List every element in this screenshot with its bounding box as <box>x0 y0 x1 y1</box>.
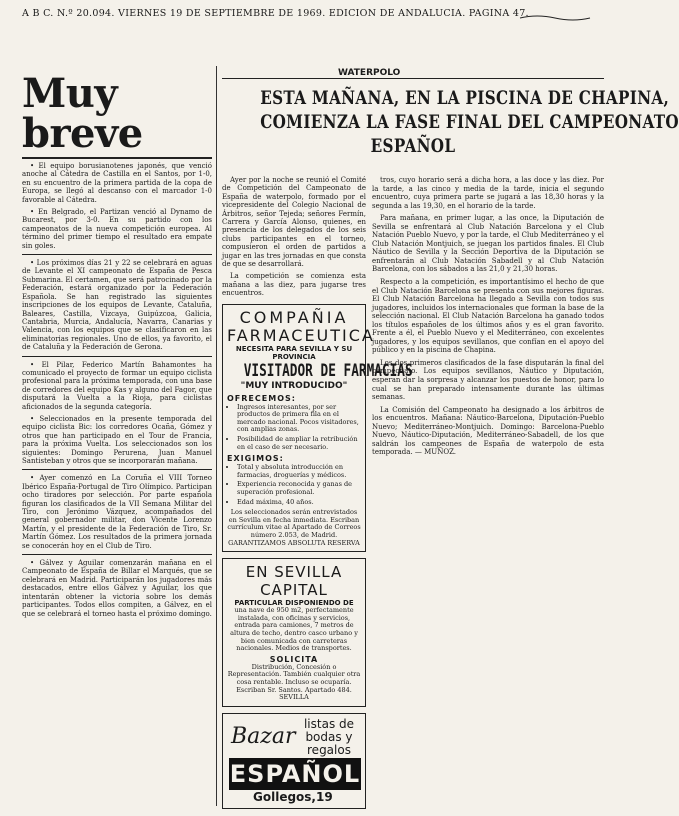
bazar-ad <box>222 713 366 809</box>
article-paragraph: Para mañana, en primer lugar, a las once, la Diputación de Sevilla se enfrentará al Club Natación Barcelona y el Club Natación Pueblo Nuevo, y por la tarde, el Club Mediterráneo y el Club Natación Montjuich, se juegan los partidos finales. El Club Náutico de Sevilla y la Sección Deportiva de la Diputación se enfrentarán al Club Natación Sabadell y al Club Natación Barcelona, con los sábados a las 21,0 y 21,30 horas. <box>372 214 604 274</box>
title-rule <box>22 157 212 159</box>
article-paragraph: Respecto a la competición, es importantísimo el hecho de que el Club Natación Barcelona se presenta con sus mejores figuras. El Club Natación Barcelona ha llegado a Sevilla con todos sus jugadores, incluidos los internacionales que forman la base de la selección nacional. El Club Natación Barcelona ha ganado todos los títulos españoles de los últimos años y es el gran favorito. Frente a él, el Pueblo Nuevo y el Mediterráneo, con excelentes jugadores, y los equipos sevillanos, que confían en el apoyo del público y en la piscina de Chapina. <box>372 278 604 355</box>
middle-column <box>222 176 413 809</box>
pharma-ad <box>222 304 413 553</box>
ad-body: una nave de 950 m2, perfectamente instalada, con oficinas y servicios, entrada para camiones, 7 metros de altura de techo, dentro casco urbano y bien comunicada con carreteras nacionales. Medios de transportes. <box>230 606 358 653</box>
column-title: Muy breve <box>22 70 143 157</box>
headline-line: ESPAÑOL <box>370 135 456 157</box>
requirement-label: EXIGIMOS: <box>227 454 284 464</box>
column-rule <box>216 66 217 806</box>
bazar-listas: listas de bodas y regalos <box>303 716 355 757</box>
requirement-item: • Total y absoluta introducción en farmacias, droguerías y médicos. <box>237 464 361 479</box>
right-column <box>372 176 604 461</box>
ad-title: FARMACEUTICA <box>227 325 375 345</box>
ad-solicita: SOLICITA <box>269 654 319 664</box>
ad-body: Distribución, Concesión o Representación. También cualquier otra cosa rentable. Incluso se ocuparía. Escriban Sr. Santos. Apartado 484. SEVILLA <box>227 662 361 702</box>
ad-subtitle: PARTICULAR DISPONIENDO DE <box>234 599 354 608</box>
article-paragraph: La Comisión del Campeonato ha designado a los árbitros de los encuentros. Mañana: Náutico-Barcelona, Diputación-Pueblo Nuevo; Mediterráneo-Montjuich. Domingo: Barcelona-Pueblo Nuevo, Náutico-Diputación, Mediterráneo-Sabadell, de los que saldrán los campeones de España de waterpolo de esta temporada. — MUÑOZ. <box>372 405 604 457</box>
section-rule <box>222 78 604 79</box>
bazar-address: Gollegos,19 <box>253 789 333 804</box>
requirement-item: • Edad máxima, 40 años. <box>237 499 361 507</box>
bazar-wordmark: Bazar <box>231 723 296 749</box>
requirement-item: • Experiencia reconocida y ganas de superación profesional. <box>237 481 361 496</box>
article-paragraph: Ayer por la noche se reunió el Comité de Competición del Campeonato de España de waterpolo, formado por el vicepresidente del Colegio Nacional de Árbitros, señor Tejeda; señores Fermín, Carrera y García Alonso, quienes, en presencia de los delegados de los seis clubs participantes en el torneo, compusieron el orden de partidos a jugar en las tres jornadas en que consta de que se desarrollará. <box>222 176 366 269</box>
item-rule <box>22 254 212 255</box>
article-paragraph: La competición se comienza esta mañana a las diez, para jugarse tres encuentros. <box>222 272 366 298</box>
article-paragraph: tros, cuyo horario será a dicha hora, a las doce y las diez. Por la tarde, a las cinco y media de la tarde, inicia el segundo encuentro, cuya primera parte se jugará a las 18,30 horas y la segunda a las 19,30, en el horario de la tarde. <box>372 176 604 210</box>
masthead: A B C. N.º 20.094. VIERNES 19 DE SEPTIEMBRE DE 1969. EDICION DE ANDALUCIA. PAGINA 47. <box>22 8 529 19</box>
requirement-list <box>227 464 361 506</box>
brief-item: • En Belgrado, el Partizan venció al Dynamo de Bucarest, por 3-0. En su partido con los campeonatos de la nueva competición europea. Al término del primer tiempo el resultado era empate sin goles. <box>22 208 212 250</box>
ad-subtitle: NECESITA PARA SEVILLA Y SU PROVINCIA <box>235 344 353 361</box>
left-column <box>22 66 212 812</box>
article-paragraph: Los dos primeros clasificados de la fase disputarán la final del campeonato. Los equipos sevillanos, Náutico y Diputación, esperan dar la sorpresa y alcanzar los puestos de honor, para lo cual se han preparado intensamente durante las últimas semanas. <box>372 358 604 402</box>
offer-item: • Posibilidad de ampliar la retribución en el caso de ser necesario. <box>237 436 361 451</box>
offer-item: • Ingresos interesantes, por ser productos de primera fila en el mercado nacional. Pocos visitadores, con amplias zonas. <box>237 404 361 434</box>
ad-quote: "MUY INTRODUCIDO" <box>240 380 348 391</box>
section-tag: WATERPOLO <box>338 68 401 78</box>
headline-line: ESTA MAÑANA, EN LA PISCINA DE CHAPINA, <box>260 87 670 109</box>
headline <box>260 86 679 158</box>
bazar-name: ESPAÑOL <box>229 759 361 788</box>
ad-title: COMPAÑIA <box>239 307 349 327</box>
warehouse-ad <box>222 558 366 707</box>
offer-list <box>227 404 361 452</box>
brief-item: • Los próximos días 21 y 22 se celebrará en aguas de Levante el XI campeonato de España de Pesca Submarina. El certamen, que será patrocinado por la Federación, estará organizado por la Federación Española. Se han registrado las siguientes inscripciones de los equipos de Levante, Cataluña, Baleares, Castilla, Vizcaya, Guipúzcoa, Galicia, Cantabria, Murcia, Andalucía, Navarra, Canarias y Valencia, con los equipos que se clasificaron en las eliminatorias regionales. Uno de ellos, ya favorito, el de Cataluña y la Federación de Gerona. <box>22 259 212 351</box>
flourish-ornament <box>520 14 590 22</box>
brief-item: • El equipo borusianotenes japonés, que venció anoche al Cátedra de Castilla en el Santos, por 1-0, en su encuentro de la primera partida de la copa de Europa, se llegó al descanso con el marcador 1-0 favorable al Cátedra. <box>22 162 212 204</box>
ad-role: VISITADOR DE FARMACIAS <box>243 360 413 381</box>
item-rule <box>22 356 212 357</box>
brief-item: • Ayer comenzó en La Coruña el VIII Torneo Ibérico España-Portugal de Tiro Olímpico. Participan ocho tiradores por selección. Por parte española figuran los clasificados de la VII Semana Militar del Tiro, con Jerónimo Vázquez, acompañados del general gobernador militar, don Vicente Lorenzo Martín, y el presidente de la Federación de Tiro, Sr. Martín Gómez. Los resultados de la primera jornada se conocerán hoy en el Club de Tiro. <box>22 474 212 550</box>
brief-item: • Gálvez y Aguilar comenzarán mañana en el Campeonato de España de Billar el Marqués, que se celebrará en Madrid. Participarán los jugadores más destacados, entre ellos Gálvez y Aguilar, los que intentarán obtener la victoria sobre los demás participantes. Todos ellos compiten, a Gálvez, en el que se celebrará el torneo hasta el próximo domingo. <box>22 559 212 618</box>
item-rule <box>22 554 212 555</box>
ad-title: EN SEVILLA CAPITAL <box>245 563 343 600</box>
headline-line: COMIENZA LA FASE FINAL DEL CAMPEONATO <box>260 111 679 133</box>
ad-footer: Los seleccionados serán entrevistados en Sevilla en fecha inmediata. Escriban currículum vitae al Apartado de Correos número 2.053, de Madrid. GARANTIZAMOS ABSOLUTA RESERVA <box>227 508 361 547</box>
brief-item: • Seleccionados en la presente temporada del equipo ciclista Bic: los corredores Ocaña, Gómez y otros que han participado en el Tour de Francia, para la próxima Vuelta. Los seleccionados son los siguientes: Domingo Perurena, Juan Manuel Santisteban y otros que se incorporarán mañana. <box>22 415 212 465</box>
brief-item: • El Pilar, Federico Martín Bahamontes ha comunicado el proyecto de formar un equipo ciclista profesional para la próxima temporada, con una base de corredores del equipo Kas y alguno del Fagor, que disputará la Vuelta a la Rioja, para ciclistas aficionados de la segunda categoría. <box>22 361 212 411</box>
item-rule <box>22 469 212 470</box>
offer-label: OFRECEMOS: <box>227 393 296 403</box>
